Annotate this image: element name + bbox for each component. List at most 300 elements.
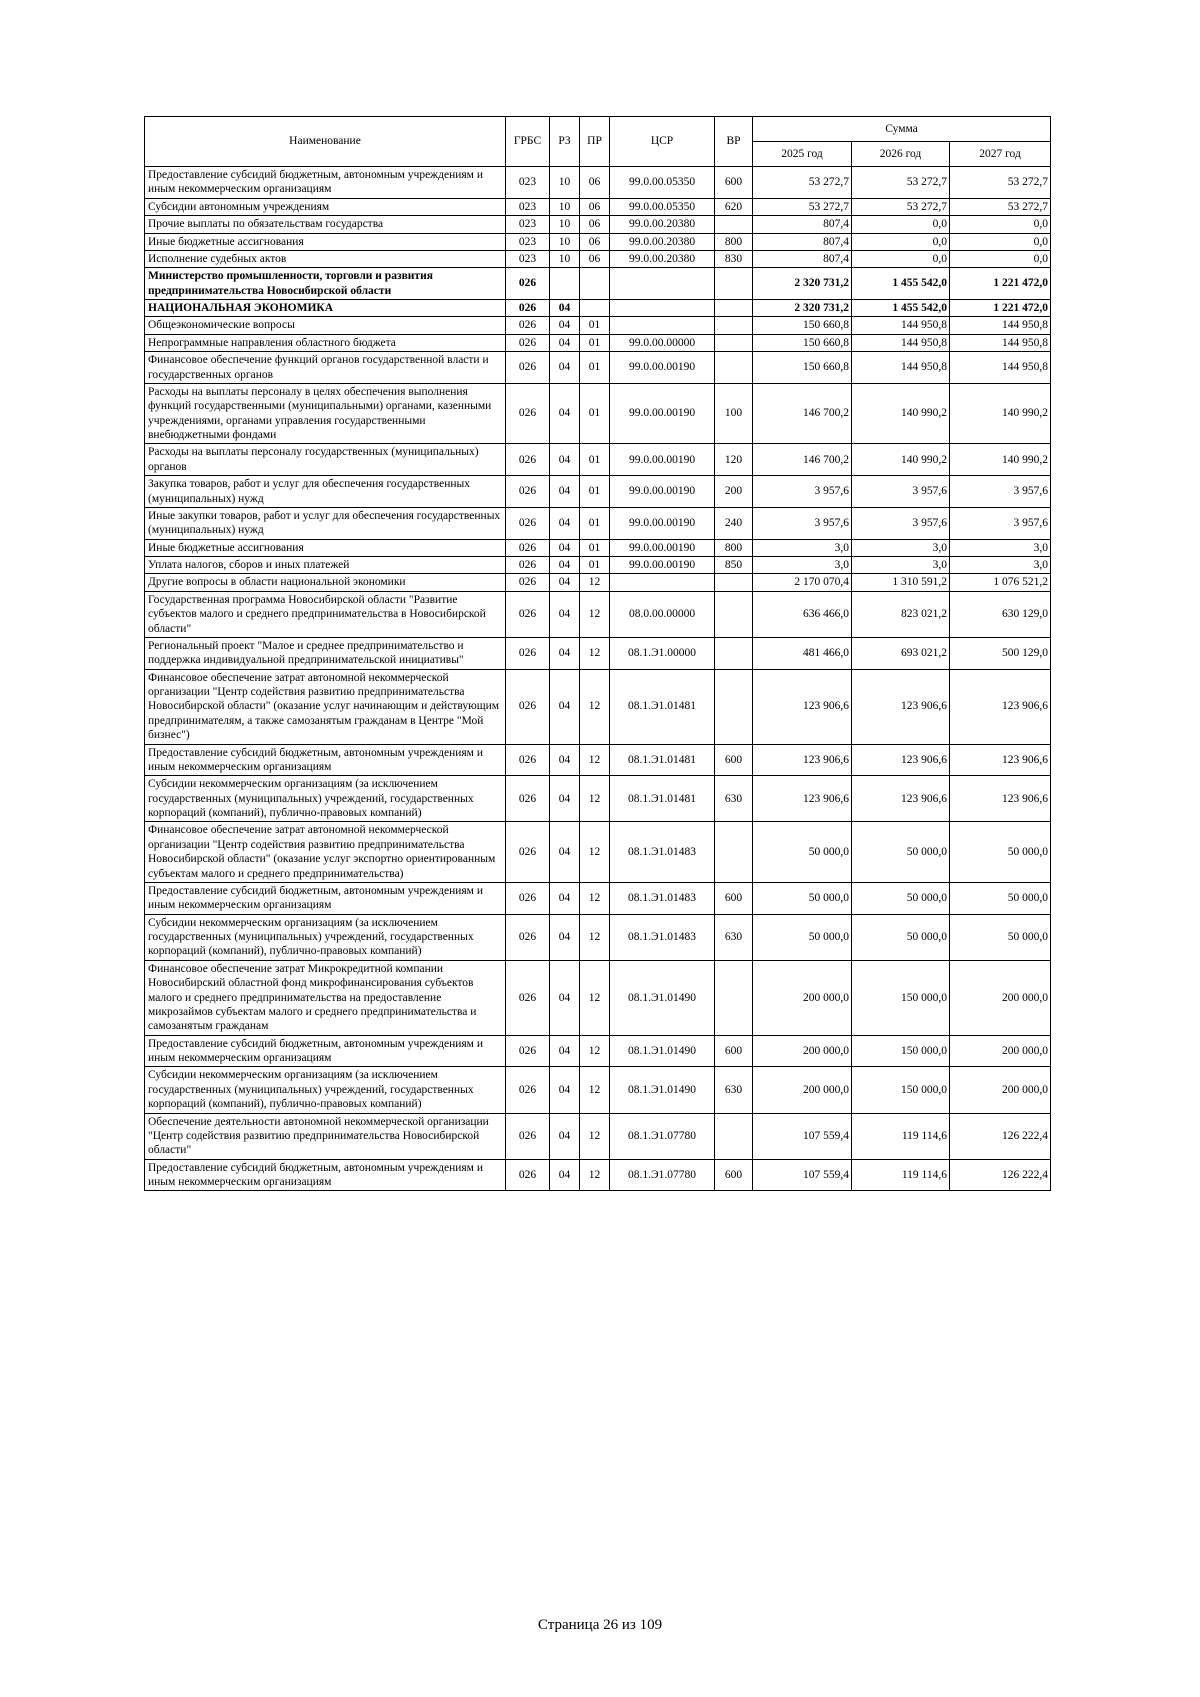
cell-grbs: 026	[506, 352, 550, 384]
cell-rz: 04	[550, 1113, 580, 1159]
cell-rz: 04	[550, 557, 580, 574]
cell-grbs: 023	[506, 167, 550, 199]
cell-sum-2025: 146 700,2	[753, 383, 852, 444]
cell-sum-2026: 0,0	[852, 233, 950, 250]
cell-csr	[610, 574, 715, 591]
cell-name: Финансовое обеспечение затрат Микрокредитной компании Новосибирский областной фонд микрофинансирования субъектов малого и среднего предпринимательства на предоставление микрозаймов субъектам малого и среднего предпринимательства и самозанятым гражданам	[145, 960, 506, 1035]
cell-csr: 08.1.Э1.01490	[610, 1067, 715, 1113]
cell-sum-2025: 636 466,0	[753, 591, 852, 637]
cell-sum-2026: 140 990,2	[852, 444, 950, 476]
cell-sum-2025: 107 559,4	[753, 1159, 852, 1191]
cell-vr: 630	[715, 1067, 753, 1113]
cell-rz: 04	[550, 882, 580, 914]
cell-sum-2025: 53 272,7	[753, 198, 852, 215]
cell-name: Обеспечение деятельности автономной некоммерческой организации "Центр содействия развитию предпринимательства Новосибирской области"	[145, 1113, 506, 1159]
cell-rz: 04	[550, 300, 580, 317]
cell-vr: 600	[715, 744, 753, 776]
cell-sum-2025: 150 660,8	[753, 352, 852, 384]
cell-name: Предоставление субсидий бюджетным, автономным учреждениям и иным некоммерческим организациям	[145, 1035, 506, 1067]
cell-sum-2026: 150 000,0	[852, 1035, 950, 1067]
cell-csr: 99.0.00.00190	[610, 444, 715, 476]
table-row	[145, 822, 1051, 883]
table-row	[145, 1113, 1051, 1159]
cell-sum-2027: 0,0	[950, 250, 1051, 267]
cell-grbs: 026	[506, 1159, 550, 1191]
cell-vr: 600	[715, 167, 753, 199]
cell-sum-2025: 3 957,6	[753, 507, 852, 539]
cell-name: Расходы на выплаты персоналу государственных (муниципальных) органов	[145, 444, 506, 476]
table-row	[145, 444, 1051, 476]
cell-name: Расходы на выплаты персоналу в целях обеспечения выполнения функций государственными (муниципальными) органами, казенными учреждениями, органами управления государственными внебюджетными фондами	[145, 383, 506, 444]
cell-vr	[715, 334, 753, 351]
cell-sum-2027: 1 221 472,0	[950, 268, 1051, 300]
table-row	[145, 268, 1051, 300]
table-row	[145, 1035, 1051, 1067]
cell-rz: 04	[550, 960, 580, 1035]
cell-csr: 99.0.00.20380	[610, 250, 715, 267]
cell-grbs: 026	[506, 300, 550, 317]
cell-name: НАЦИОНАЛЬНАЯ ЭКОНОМИКА	[145, 300, 506, 317]
cell-vr	[715, 300, 753, 317]
cell-name: Финансовое обеспечение затрат автономной некоммерческой организации "Центр содействия развитию предпринимательства Новосибирской области" (оказание услуг начинающим и действующим предпринимателям, а также самозанятым гражданам в Центре "Мой бизнес")	[145, 669, 506, 744]
cell-vr: 630	[715, 776, 753, 822]
header-grbs: ГРБС	[506, 117, 550, 167]
cell-sum-2026: 53 272,7	[852, 198, 950, 215]
header-pr: ПР	[580, 117, 610, 167]
cell-pr: 12	[580, 960, 610, 1035]
cell-grbs: 026	[506, 822, 550, 883]
cell-grbs: 026	[506, 744, 550, 776]
cell-sum-2025: 2 320 731,2	[753, 300, 852, 317]
table-row	[145, 882, 1051, 914]
cell-sum-2026: 53 272,7	[852, 167, 950, 199]
cell-name: Общеэкономические вопросы	[145, 317, 506, 334]
cell-vr	[715, 352, 753, 384]
cell-sum-2026: 693 021,2	[852, 637, 950, 669]
cell-vr	[715, 637, 753, 669]
cell-csr	[610, 268, 715, 300]
cell-csr: 99.0.00.05350	[610, 167, 715, 199]
cell-sum-2025: 150 660,8	[753, 317, 852, 334]
table-body	[145, 167, 1051, 1191]
cell-vr: 830	[715, 250, 753, 267]
cell-csr: 99.0.00.00190	[610, 539, 715, 556]
cell-pr: 12	[580, 914, 610, 960]
header-sum: Сумма	[753, 117, 1051, 142]
cell-sum-2025: 200 000,0	[753, 1067, 852, 1113]
table-row	[145, 960, 1051, 1035]
cell-pr: 12	[580, 637, 610, 669]
cell-pr	[580, 268, 610, 300]
cell-vr	[715, 574, 753, 591]
cell-name: Государственная программа Новосибирской области "Развитие субъектов малого и среднего предпринимательства в Новосибирской области"	[145, 591, 506, 637]
cell-csr: 99.0.00.00000	[610, 334, 715, 351]
cell-sum-2026: 1 310 591,2	[852, 574, 950, 591]
cell-vr: 600	[715, 1035, 753, 1067]
cell-rz: 04	[550, 744, 580, 776]
table-header	[145, 117, 1051, 167]
cell-sum-2027: 200 000,0	[950, 960, 1051, 1035]
cell-sum-2027: 1 221 472,0	[950, 300, 1051, 317]
cell-grbs: 026	[506, 637, 550, 669]
cell-pr: 12	[580, 822, 610, 883]
cell-pr: 01	[580, 317, 610, 334]
cell-csr: 08.1.Э1.01481	[610, 669, 715, 744]
cell-rz: 04	[550, 591, 580, 637]
cell-grbs: 026	[506, 776, 550, 822]
cell-pr: 12	[580, 574, 610, 591]
table-row	[145, 744, 1051, 776]
cell-sum-2027: 126 222,4	[950, 1113, 1051, 1159]
cell-csr: 08.0.00.00000	[610, 591, 715, 637]
cell-sum-2027: 50 000,0	[950, 822, 1051, 883]
cell-grbs: 026	[506, 557, 550, 574]
cell-pr: 12	[580, 744, 610, 776]
cell-vr	[715, 669, 753, 744]
cell-rz: 04	[550, 914, 580, 960]
cell-name: Субсидии некоммерческим организациям (за исключением государственных (муниципальных) учреждений, государственных корпораций (компаний), публично-правовых компаний)	[145, 914, 506, 960]
header-rz: РЗ	[550, 117, 580, 167]
cell-grbs: 026	[506, 1113, 550, 1159]
cell-sum-2026: 1 455 542,0	[852, 268, 950, 300]
cell-sum-2026: 119 114,6	[852, 1159, 950, 1191]
cell-sum-2025: 150 660,8	[753, 334, 852, 351]
table-row	[145, 914, 1051, 960]
cell-pr: 01	[580, 476, 610, 508]
cell-name: Субсидии автономным учреждениям	[145, 198, 506, 215]
cell-sum-2026: 150 000,0	[852, 1067, 950, 1113]
cell-sum-2026: 823 021,2	[852, 591, 950, 637]
cell-rz: 04	[550, 669, 580, 744]
cell-vr	[715, 317, 753, 334]
cell-sum-2026: 3,0	[852, 557, 950, 574]
cell-grbs: 026	[506, 317, 550, 334]
cell-csr: 99.0.00.00190	[610, 383, 715, 444]
table-row	[145, 776, 1051, 822]
cell-sum-2026: 140 990,2	[852, 383, 950, 444]
cell-csr: 08.1.Э1.07780	[610, 1159, 715, 1191]
cell-sum-2027: 200 000,0	[950, 1067, 1051, 1113]
cell-pr: 12	[580, 669, 610, 744]
cell-name: Другие вопросы в области национальной экономики	[145, 574, 506, 591]
cell-grbs: 026	[506, 476, 550, 508]
table-row	[145, 216, 1051, 233]
cell-csr: 08.1.Э1.01483	[610, 914, 715, 960]
cell-sum-2026: 123 906,6	[852, 744, 950, 776]
cell-pr: 01	[580, 352, 610, 384]
cell-vr: 600	[715, 882, 753, 914]
cell-csr: 99.0.00.00190	[610, 476, 715, 508]
cell-rz: 10	[550, 250, 580, 267]
cell-name: Субсидии некоммерческим организациям (за исключением государственных (муниципальных) учреждений, государственных корпораций (компаний), публично-правовых компаний)	[145, 776, 506, 822]
cell-vr	[715, 1113, 753, 1159]
table-row	[145, 233, 1051, 250]
cell-vr: 620	[715, 198, 753, 215]
cell-rz: 04	[550, 507, 580, 539]
cell-name: Иные бюджетные ассигнования	[145, 233, 506, 250]
cell-rz: 04	[550, 539, 580, 556]
cell-sum-2025: 107 559,4	[753, 1113, 852, 1159]
header-year-2025: 2025 год	[753, 142, 852, 167]
cell-rz	[550, 268, 580, 300]
cell-sum-2026: 144 950,8	[852, 352, 950, 384]
cell-sum-2025: 2 320 731,2	[753, 268, 852, 300]
cell-sum-2027: 3,0	[950, 539, 1051, 556]
cell-sum-2027: 144 950,8	[950, 352, 1051, 384]
cell-grbs: 026	[506, 1035, 550, 1067]
table-row	[145, 250, 1051, 267]
cell-pr: 01	[580, 557, 610, 574]
cell-name: Субсидии некоммерческим организациям (за исключением государственных (муниципальных) учреждений, государственных корпораций (компаний), публично-правовых компаний)	[145, 1067, 506, 1113]
cell-sum-2026: 1 455 542,0	[852, 300, 950, 317]
cell-sum-2025: 200 000,0	[753, 960, 852, 1035]
cell-rz: 04	[550, 574, 580, 591]
cell-csr: 08.1.Э1.01481	[610, 744, 715, 776]
cell-sum-2027: 144 950,8	[950, 317, 1051, 334]
cell-grbs: 026	[506, 574, 550, 591]
cell-sum-2026: 50 000,0	[852, 882, 950, 914]
cell-sum-2027: 123 906,6	[950, 669, 1051, 744]
cell-sum-2027: 53 272,7	[950, 167, 1051, 199]
cell-name: Уплата налогов, сборов и иных платежей	[145, 557, 506, 574]
cell-sum-2027: 126 222,4	[950, 1159, 1051, 1191]
cell-rz: 04	[550, 444, 580, 476]
cell-pr: 01	[580, 539, 610, 556]
cell-sum-2026: 119 114,6	[852, 1113, 950, 1159]
cell-pr: 12	[580, 1035, 610, 1067]
cell-vr: 800	[715, 539, 753, 556]
cell-grbs: 026	[506, 383, 550, 444]
cell-pr: 06	[580, 198, 610, 215]
table-row	[145, 591, 1051, 637]
cell-sum-2027: 140 990,2	[950, 383, 1051, 444]
cell-name: Финансовое обеспечение функций органов государственной власти и государственных органов	[145, 352, 506, 384]
cell-vr: 600	[715, 1159, 753, 1191]
cell-pr: 01	[580, 383, 610, 444]
cell-csr: 08.1.Э1.07780	[610, 1113, 715, 1159]
cell-vr: 800	[715, 233, 753, 250]
table-row	[145, 334, 1051, 351]
page-number: Страница 26 из 109	[537, 1617, 663, 1633]
cell-sum-2026: 50 000,0	[852, 822, 950, 883]
cell-pr: 01	[580, 444, 610, 476]
cell-sum-2026: 144 950,8	[852, 334, 950, 351]
cell-rz: 04	[550, 1159, 580, 1191]
cell-vr: 850	[715, 557, 753, 574]
cell-grbs: 026	[506, 334, 550, 351]
cell-sum-2027: 144 950,8	[950, 334, 1051, 351]
cell-sum-2027: 140 990,2	[950, 444, 1051, 476]
cell-grbs: 023	[506, 198, 550, 215]
table-row	[145, 574, 1051, 591]
cell-sum-2026: 3,0	[852, 539, 950, 556]
cell-pr: 12	[580, 1067, 610, 1113]
cell-grbs: 023	[506, 250, 550, 267]
table-row	[145, 1159, 1051, 1191]
cell-sum-2026: 150 000,0	[852, 960, 950, 1035]
cell-grbs: 026	[506, 268, 550, 300]
header-csr: ЦСР	[610, 117, 715, 167]
cell-csr	[610, 300, 715, 317]
cell-rz: 04	[550, 383, 580, 444]
cell-pr: 06	[580, 167, 610, 199]
cell-sum-2025: 3,0	[753, 539, 852, 556]
cell-sum-2025: 3,0	[753, 557, 852, 574]
cell-rz: 04	[550, 334, 580, 351]
cell-name: Исполнение судебных актов	[145, 250, 506, 267]
cell-sum-2027: 3,0	[950, 557, 1051, 574]
cell-sum-2027: 3 957,6	[950, 476, 1051, 508]
cell-sum-2027: 123 906,6	[950, 776, 1051, 822]
cell-vr	[715, 268, 753, 300]
table-row	[145, 167, 1051, 199]
cell-sum-2025: 123 906,6	[753, 776, 852, 822]
table-row	[145, 198, 1051, 215]
cell-grbs: 026	[506, 882, 550, 914]
cell-sum-2026: 123 906,6	[852, 776, 950, 822]
cell-sum-2025: 807,4	[753, 216, 852, 233]
cell-pr: 12	[580, 1159, 610, 1191]
cell-rz: 04	[550, 1067, 580, 1113]
cell-csr	[610, 317, 715, 334]
cell-sum-2027: 0,0	[950, 216, 1051, 233]
cell-vr	[715, 216, 753, 233]
cell-name: Региональный проект "Малое и среднее предпринимательство и поддержка индивидуальной предпринимательской инициативы"	[145, 637, 506, 669]
cell-vr	[715, 822, 753, 883]
cell-pr: 06	[580, 250, 610, 267]
cell-sum-2026: 50 000,0	[852, 914, 950, 960]
cell-name: Закупка товаров, работ и услуг для обеспечения государственных (муниципальных) нужд	[145, 476, 506, 508]
cell-sum-2025: 123 906,6	[753, 669, 852, 744]
table-row	[145, 557, 1051, 574]
cell-sum-2025: 50 000,0	[753, 822, 852, 883]
cell-name: Прочие выплаты по обязательствам государства	[145, 216, 506, 233]
cell-name: Иные бюджетные ассигнования	[145, 539, 506, 556]
cell-rz: 10	[550, 233, 580, 250]
cell-sum-2025: 50 000,0	[753, 914, 852, 960]
cell-csr: 08.1.Э1.01483	[610, 882, 715, 914]
cell-csr: 99.0.00.00190	[610, 507, 715, 539]
cell-sum-2025: 123 906,6	[753, 744, 852, 776]
cell-name: Иные закупки товаров, работ и услуг для обеспечения государственных (муниципальных) нужд	[145, 507, 506, 539]
cell-csr: 08.1.Э1.01483	[610, 822, 715, 883]
cell-name: Министерство промышленности, торговли и развития предпринимательства Новосибирской области	[145, 268, 506, 300]
cell-rz: 04	[550, 352, 580, 384]
cell-name: Предоставление субсидий бюджетным, автономным учреждениям и иным некоммерческим организациям	[145, 1159, 506, 1191]
cell-vr	[715, 960, 753, 1035]
cell-sum-2027: 630 129,0	[950, 591, 1051, 637]
cell-rz: 04	[550, 317, 580, 334]
header-year-2026: 2026 год	[852, 142, 950, 167]
cell-rz: 10	[550, 216, 580, 233]
cell-rz: 10	[550, 167, 580, 199]
cell-sum-2027: 50 000,0	[950, 914, 1051, 960]
cell-vr: 100	[715, 383, 753, 444]
cell-sum-2027: 0,0	[950, 233, 1051, 250]
cell-grbs: 023	[506, 233, 550, 250]
cell-sum-2025: 807,4	[753, 250, 852, 267]
table-row	[145, 1067, 1051, 1113]
cell-sum-2025: 3 957,6	[753, 476, 852, 508]
cell-csr: 99.0.00.05350	[610, 198, 715, 215]
table-row	[145, 507, 1051, 539]
table-row	[145, 669, 1051, 744]
cell-sum-2025: 53 272,7	[753, 167, 852, 199]
cell-grbs: 026	[506, 507, 550, 539]
cell-sum-2025: 2 170 070,4	[753, 574, 852, 591]
cell-csr: 08.1.Э1.01490	[610, 960, 715, 1035]
cell-vr: 240	[715, 507, 753, 539]
cell-sum-2026: 3 957,6	[852, 507, 950, 539]
table-row	[145, 300, 1051, 317]
cell-sum-2027: 200 000,0	[950, 1035, 1051, 1067]
cell-rz: 04	[550, 637, 580, 669]
cell-pr: 01	[580, 334, 610, 351]
cell-sum-2025: 200 000,0	[753, 1035, 852, 1067]
cell-vr: 200	[715, 476, 753, 508]
cell-grbs: 026	[506, 539, 550, 556]
cell-vr: 120	[715, 444, 753, 476]
cell-vr	[715, 591, 753, 637]
cell-grbs: 026	[506, 591, 550, 637]
cell-sum-2025: 481 466,0	[753, 637, 852, 669]
header-vr: ВР	[715, 117, 753, 167]
cell-pr: 12	[580, 1113, 610, 1159]
budget-table	[144, 116, 1051, 1191]
cell-csr: 99.0.00.00190	[610, 557, 715, 574]
cell-rz: 10	[550, 198, 580, 215]
header-year-2027: 2027 год	[950, 142, 1051, 167]
cell-pr: 12	[580, 776, 610, 822]
cell-sum-2025: 146 700,2	[753, 444, 852, 476]
cell-name: Предоставление субсидий бюджетным, автономным учреждениям и иным некоммерческим организациям	[145, 744, 506, 776]
cell-pr: 01	[580, 507, 610, 539]
cell-csr: 08.1.Э1.01481	[610, 776, 715, 822]
cell-sum-2026: 0,0	[852, 250, 950, 267]
cell-rz: 04	[550, 1035, 580, 1067]
cell-grbs: 026	[506, 444, 550, 476]
cell-grbs: 026	[506, 669, 550, 744]
cell-name: Предоставление субсидий бюджетным, автономным учреждениям и иным некоммерческим организациям	[145, 882, 506, 914]
cell-sum-2025: 50 000,0	[753, 882, 852, 914]
cell-sum-2027: 3 957,6	[950, 507, 1051, 539]
cell-rz: 04	[550, 476, 580, 508]
table-row	[145, 383, 1051, 444]
cell-sum-2027: 1 076 521,2	[950, 574, 1051, 591]
cell-csr: 08.1.Э1.01490	[610, 1035, 715, 1067]
cell-grbs: 026	[506, 914, 550, 960]
cell-sum-2026: 123 906,6	[852, 669, 950, 744]
cell-sum-2027: 53 272,7	[950, 198, 1051, 215]
cell-sum-2027: 500 129,0	[950, 637, 1051, 669]
cell-pr: 06	[580, 216, 610, 233]
cell-sum-2026: 3 957,6	[852, 476, 950, 508]
table-row	[145, 539, 1051, 556]
cell-csr: 99.0.00.20380	[610, 233, 715, 250]
cell-sum-2026: 0,0	[852, 216, 950, 233]
cell-rz: 04	[550, 776, 580, 822]
table-row	[145, 317, 1051, 334]
cell-name: Непрограммные направления областного бюджета	[145, 334, 506, 351]
cell-vr: 630	[715, 914, 753, 960]
cell-csr: 99.0.00.00190	[610, 352, 715, 384]
cell-sum-2027: 123 906,6	[950, 744, 1051, 776]
cell-grbs: 026	[506, 1067, 550, 1113]
cell-pr	[580, 300, 610, 317]
cell-name: Финансовое обеспечение затрат автономной некоммерческой организации "Центр содействия развитию предпринимательства Новосибирской области" (оказание услуг экспортно ориентированным субъектам малого и среднего предпринимательства)	[145, 822, 506, 883]
cell-sum-2025: 807,4	[753, 233, 852, 250]
table-row	[145, 476, 1051, 508]
